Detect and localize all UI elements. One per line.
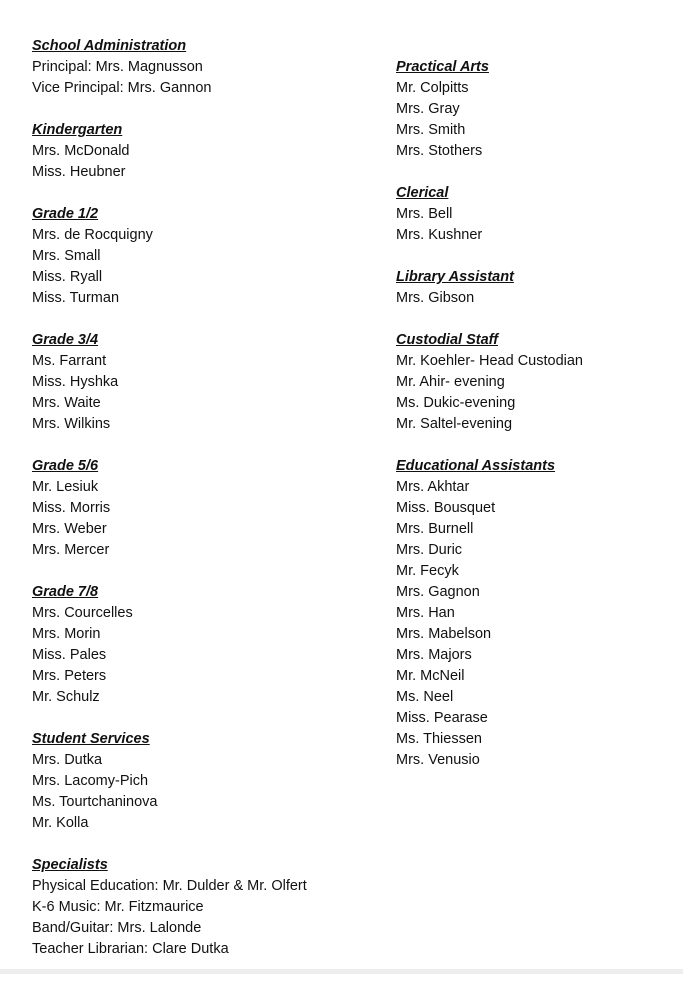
staff-entry: Mrs. Gray	[396, 101, 460, 117]
staff-list	[396, 351, 676, 435]
staff-entry: Mrs. Majors	[396, 647, 472, 663]
section-specialists	[32, 855, 372, 960]
staff-entry: Mrs. Peters	[32, 668, 107, 684]
staff-entry: Mrs. Duric	[396, 542, 463, 558]
staff-entry: Miss. Heubner	[32, 164, 126, 180]
staff-list	[396, 78, 676, 162]
staff-entry: Mrs. McDonald	[32, 143, 130, 159]
section-heading: Custodial Staff	[396, 332, 499, 348]
staff-entry: Mrs. Mercer	[32, 542, 110, 558]
section-school-administration	[32, 36, 372, 99]
section-heading: Student Services	[32, 731, 150, 747]
staff-list	[32, 141, 372, 183]
staff-entry: Mr. McNeil	[396, 668, 465, 684]
staff-entry: Ms. Farrant	[32, 353, 107, 369]
staff-entry: Miss. Bousquet	[396, 500, 496, 516]
staff-entry: Miss. Pearase	[396, 710, 488, 726]
staff-list	[32, 603, 372, 708]
section-heading: Clerical	[396, 185, 449, 201]
section-heading: Grade 3/4	[32, 332, 99, 348]
section-grade-3-4	[32, 330, 372, 435]
staff-entry: Ms. Tourtchaninova	[32, 794, 158, 810]
section-heading: Grade 5/6	[32, 458, 99, 474]
section-grade-5-6	[32, 456, 372, 561]
staff-entry: Mr. Saltel-evening	[396, 416, 513, 432]
section-clerical	[396, 183, 676, 246]
section-heading: Grade 1/2	[32, 206, 99, 222]
staff-entry: Miss. Turman	[32, 290, 120, 306]
staff-entry: K-6 Music: Mr. Fitzmaurice	[32, 899, 204, 915]
staff-entry: Mr. Colpitts	[396, 80, 469, 96]
staff-list	[32, 876, 372, 960]
staff-list	[32, 351, 372, 435]
staff-entry: Ms. Dukic-evening	[396, 395, 516, 411]
staff-list	[32, 477, 372, 561]
right-column	[396, 57, 676, 792]
section-student-services	[32, 729, 372, 834]
staff-entry: Vice Principal: Mrs. Gannon	[32, 80, 212, 96]
section-heading: Specialists	[32, 857, 108, 873]
staff-entry: Physical Education: Mr. Dulder & Mr. Olfert	[32, 878, 307, 894]
staff-list	[32, 750, 372, 834]
staff-entry: Mrs. Gibson	[396, 290, 475, 306]
staff-entry: Mrs. Weber	[32, 521, 107, 537]
staff-entry: Mr. Koehler- Head Custodian	[396, 353, 583, 369]
staff-entry: Mrs. Wilkins	[32, 416, 111, 432]
staff-entry: Mrs. de Rocquigny	[32, 227, 153, 243]
staff-entry: Miss. Pales	[32, 647, 107, 663]
section-grade-1-2	[32, 204, 372, 309]
left-column	[32, 36, 372, 981]
staff-entry: Mrs. Bell	[396, 206, 453, 222]
staff-entry: Mrs. Akhtar	[396, 479, 470, 495]
staff-entry: Mrs. Kushner	[396, 227, 483, 243]
section-heading: School Administration	[32, 38, 187, 54]
section-educational-assistants	[396, 456, 676, 771]
page-bottom-divider	[0, 969, 683, 974]
section-heading: Educational Assistants	[396, 458, 556, 474]
staff-entry: Mr. Lesiuk	[32, 479, 99, 495]
staff-entry: Mrs. Dutka	[32, 752, 103, 768]
staff-list	[396, 204, 676, 246]
staff-entry: Mrs. Smith	[396, 122, 466, 138]
staff-entry: Mr. Fecyk	[396, 563, 459, 579]
staff-entry: Mrs. Stothers	[396, 143, 483, 159]
staff-list	[396, 288, 676, 309]
staff-entry: Mr. Kolla	[32, 815, 89, 831]
staff-entry: Mrs. Burnell	[396, 521, 474, 537]
section-heading: Practical Arts	[396, 59, 489, 75]
section-heading: Grade 7/8	[32, 584, 99, 600]
staff-entry: Mrs. Venusio	[396, 752, 480, 768]
section-custodial-staff	[396, 330, 676, 435]
section-heading: Library Assistant	[396, 269, 514, 285]
staff-entry: Mrs. Small	[32, 248, 101, 264]
staff-entry: Mrs. Han	[396, 605, 455, 621]
section-heading: Kindergarten	[32, 122, 123, 138]
section-practical-arts	[396, 57, 676, 162]
staff-entry: Miss. Hyshka	[32, 374, 119, 390]
staff-list	[396, 477, 676, 771]
staff-entry: Ms. Thiessen	[396, 731, 482, 747]
staff-entry: Teacher Librarian: Clare Dutka	[32, 941, 229, 957]
staff-entry: Mr. Ahir- evening	[396, 374, 505, 390]
staff-entry: Band/Guitar: Mrs. Lalonde	[32, 920, 202, 936]
staff-entry: Mrs. Mabelson	[396, 626, 492, 642]
staff-entry: Ms. Neel	[396, 689, 454, 705]
section-library-assistant	[396, 267, 676, 309]
staff-entry: Principal: Mrs. Magnusson	[32, 59, 203, 75]
staff-list	[32, 225, 372, 309]
staff-entry: Mrs. Waite	[32, 395, 101, 411]
section-kindergarten	[32, 120, 372, 183]
staff-list	[32, 57, 372, 99]
section-grade-7-8	[32, 582, 372, 708]
staff-entry: Mrs. Courcelles	[32, 605, 133, 621]
staff-entry: Mrs. Lacomy-Pich	[32, 773, 149, 789]
staff-entry: Mr. Schulz	[32, 689, 100, 705]
staff-entry: Miss. Morris	[32, 500, 111, 516]
staff-entry: Miss. Ryall	[32, 269, 103, 285]
staff-entry: Mrs. Gagnon	[396, 584, 480, 600]
staff-entry: Mrs. Morin	[32, 626, 101, 642]
